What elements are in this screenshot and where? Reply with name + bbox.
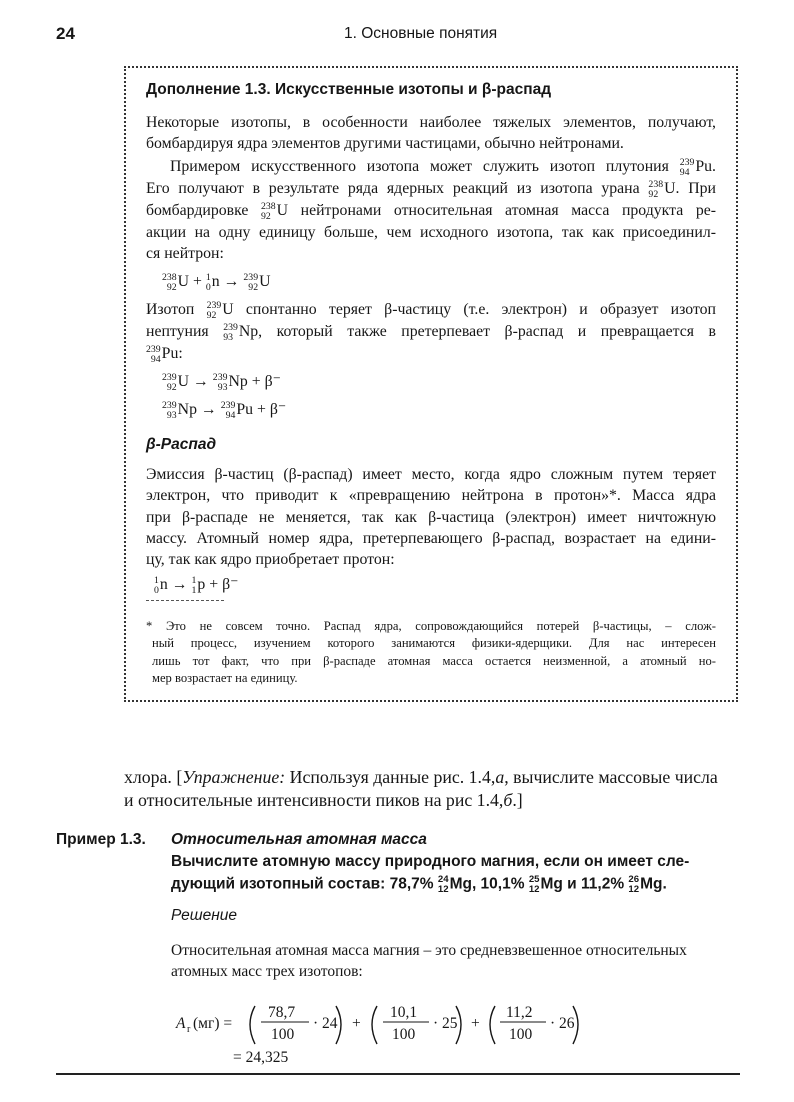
svg-text:100: 100 xyxy=(392,1026,416,1043)
box-paragraph-line: 239 94 Pu: xyxy=(146,343,183,366)
atomic-mass-formula xyxy=(171,1000,611,1070)
box-paragraph-line: Примером искусственного изотопа может служить изотоп плутония 239 94 Pu. xyxy=(170,156,716,179)
supplement-box xyxy=(124,66,738,702)
example-title: Относительная атомная масса xyxy=(171,831,427,848)
box-paragraph-line: Некоторые изотопы, в особенности наиболее тяжелых элементов, получают, xyxy=(146,114,716,131)
nuclide-notation: 239 94 xyxy=(679,156,695,179)
box-paragraph-line: Эмиссия β-частиц (β-распад) имеет место, когда ядро сложным путем теряет xyxy=(146,466,716,483)
svg-text:100: 100 xyxy=(509,1026,533,1043)
box-paragraph-line: массу. Атомный номер ядра, претерпевающего β-распад, возрастает на едини- xyxy=(146,530,716,547)
svg-text:r: r xyxy=(187,1024,191,1035)
example-task: дующий изотопный состав: 78,7% 24 12 Mg, 10,1% 25 12 Mg и 11,2% 26 12 Mg. xyxy=(171,874,667,896)
box-paragraph-line: бомбардировке 238 92 U нейтронами относительная атомная масса продукта ре- xyxy=(146,200,716,223)
svg-text:· 26: · 26 xyxy=(550,1015,575,1032)
box-title: Дополнение 1.3. Искусственные изотопы и β-распад xyxy=(146,81,552,98)
svg-text:(мг) =: (мг) = xyxy=(193,1015,233,1032)
bottom-rule xyxy=(56,1073,740,1075)
svg-text:+: + xyxy=(471,1015,480,1032)
footnote-line: лишь тот факт, что при β-распаде атомная масса остается неизменной, а атомный но- xyxy=(152,654,716,668)
box-paragraph-line: Его получают в результате ряда ядерных реакций из изотопа урана 238 92 U. При xyxy=(146,178,716,201)
svg-text:· 24: · 24 xyxy=(313,1015,338,1032)
solution-text: Относительная атомная масса магния – это средневзвешенное относительных xyxy=(171,942,687,959)
nuclide-notation: 238 92 xyxy=(260,200,276,223)
running-head: 1. Основные понятия xyxy=(344,25,498,42)
section-heading: β-Распад xyxy=(146,436,217,453)
footnote-line: * Это не совсем точно. Распад ядра, сопровождающийся потерей β-частицы, – слож- xyxy=(146,619,716,633)
equation-beta-decay-u: 239 92 U → 239 93 Np + β⁻ xyxy=(162,371,281,394)
svg-text:· 25: · 25 xyxy=(433,1015,458,1032)
box-paragraph-line: бомбардируя ядра элементов другими частицами, обычно нейтронами. xyxy=(146,135,624,152)
box-paragraph-line: при β-распаде не меняется, так как β-частица (электрон) имеет ничтожную xyxy=(146,509,716,526)
box-paragraph-line: цу, так как ядро приобретает протон: xyxy=(146,551,395,568)
equation-beta-decay-np: 239 93 Np → 239 94 Pu + β⁻ xyxy=(162,399,287,422)
continuation-line: хлора. [Упражнение: Используя данные рис. 1.4,а, вычислите массовые числа xyxy=(124,767,718,787)
example-task: Вычислите атомную массу природного магния, если он имеет сле- xyxy=(171,853,690,870)
equation-neutron-decay: 1 0 n → 1 1 p + β⁻ xyxy=(154,574,239,597)
svg-text:+: + xyxy=(352,1015,361,1032)
svg-text:78,7: 78,7 xyxy=(268,1004,296,1021)
example-label: Пример 1.3. xyxy=(56,831,146,848)
footnote-separator xyxy=(146,600,224,601)
svg-text:100: 100 xyxy=(271,1026,295,1043)
equation-capture: 238 92 U + 1 0 n → 239 92 U xyxy=(162,271,271,294)
box-paragraph-line: ся нейтрон: xyxy=(146,245,224,262)
svg-text:10,1: 10,1 xyxy=(390,1004,418,1021)
page-number: 24 xyxy=(56,24,75,43)
svg-text:11,2: 11,2 xyxy=(506,1004,533,1021)
box-paragraph-line: акции на одну единицу больше, чем исходного изотопа, так как присоединил- xyxy=(146,224,716,241)
box-paragraph-line: Изотоп 239 92 U спонтанно теряет β-частицу (т.е. электрон) и образует изотоп xyxy=(146,299,716,322)
box-paragraph-line: нептуния 239 93 Np, который также претерпевает β-распад и превращается в xyxy=(146,321,716,344)
svg-text:A: A xyxy=(176,1015,186,1032)
svg-text:= 24,325: = 24,325 xyxy=(233,1049,289,1066)
nuclide-notation: 238 92 xyxy=(648,178,664,201)
solution-text: атомных масс трех изотопов: xyxy=(171,963,363,980)
footnote-line: мер возрастает на единицу. xyxy=(152,671,298,685)
footnote-line: ный процесс, изучением которого занимаются физики-ядерщики. Для нас интересен xyxy=(152,636,716,650)
solution-heading: Решение xyxy=(171,907,238,924)
continuation-line: и относительные интенсивности пиков на рис 1.4,б.] xyxy=(124,790,523,810)
box-paragraph-line: электрон, что приводит к «превращению нейтрона в протон»*. Масса ядра xyxy=(146,487,716,504)
